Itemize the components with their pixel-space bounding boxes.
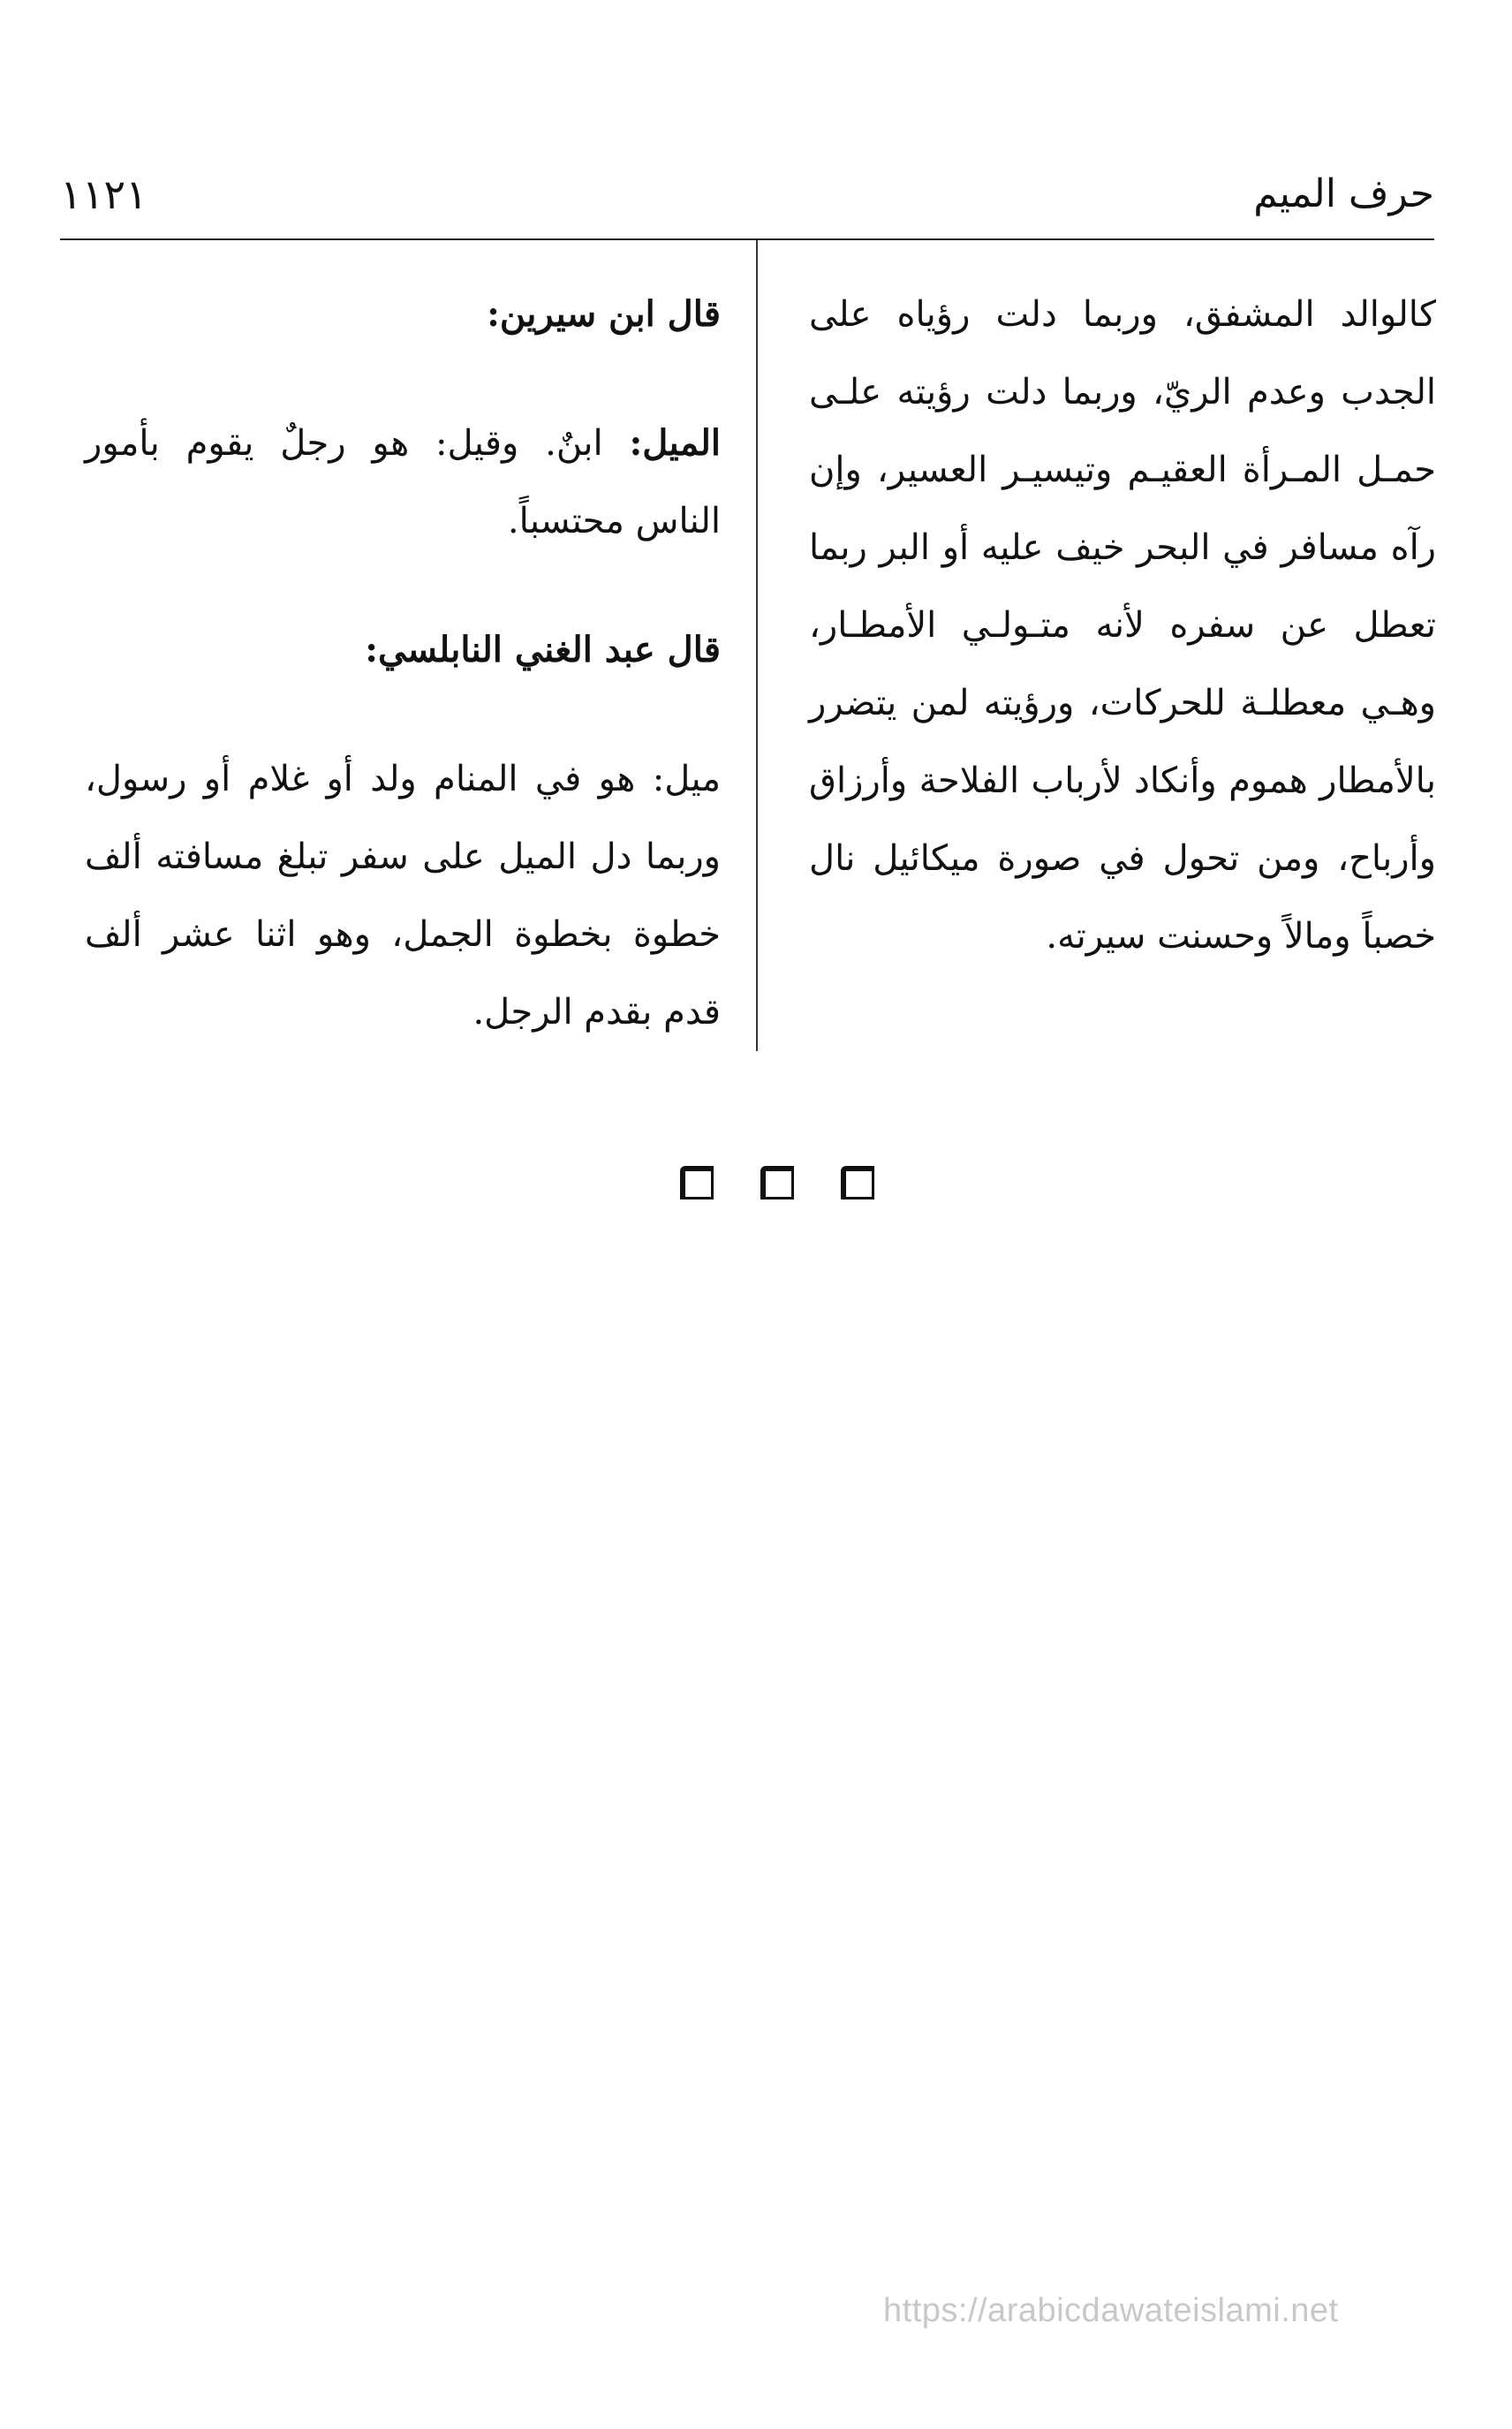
section-heading-ibn-sirin: قال ابن سيرين:: [487, 293, 721, 335]
column-divider: [756, 240, 758, 1051]
chapter-title: حرف الميم: [1253, 171, 1434, 216]
section-heading-nabulsi: قال عبد الغني النابلسي:: [365, 629, 721, 670]
entry-mayl: ميل: هو في المنام ولد أو غلام أو رسول، وربما دل الميل على سفر تبلغ مسافته ألف خطوة بخطوة الجمل، وهو اثنا عشر ألف قدم بقدم الرجل.: [85, 759, 721, 1033]
entry-al-mayl: [85, 405, 721, 560]
right-column-paragraph: كالوالد المشفق، وربما دلت رؤياه على الجدب وعدم الريّ، وربما دلت رؤيته علـى حمـل المـرأة العقيـم وتيسيـر العسير، وإن رآه مسافر في البحر خيف عليه أو البر ربما تعطل عن سفره لأنه متـولـي الأمطـار، وهـي معطلـة للحركات، ورؤيته لمن يتضرر بالأمطار هموم وأنكاد لأرباب الفلاحة وأرزاق وأرباح، ومن تحول في صورة ميكائيل نال خصباً ومالاً وحسنت سيرته.: [809, 294, 1436, 957]
ornament-square-icon: [680, 1166, 714, 1199]
ornament-square-icon: [841, 1166, 874, 1199]
section-end-ornaments: [680, 1166, 874, 1210]
left-column: [85, 276, 721, 1102]
ornament-square-icon: [760, 1166, 794, 1199]
page-header: [60, 168, 1434, 230]
entry-term: الميل:: [629, 422, 721, 464]
page-number: ١١٢١: [60, 170, 147, 218]
header-rule: [60, 238, 1434, 240]
entry-text: ابنٌ. وقيل: هو رجلٌ يقوم بأمور الناس محتسباً.: [85, 423, 721, 541]
right-column: [809, 276, 1436, 975]
watermark-url: https://arabicdawateislami.net: [883, 2292, 1339, 2329]
